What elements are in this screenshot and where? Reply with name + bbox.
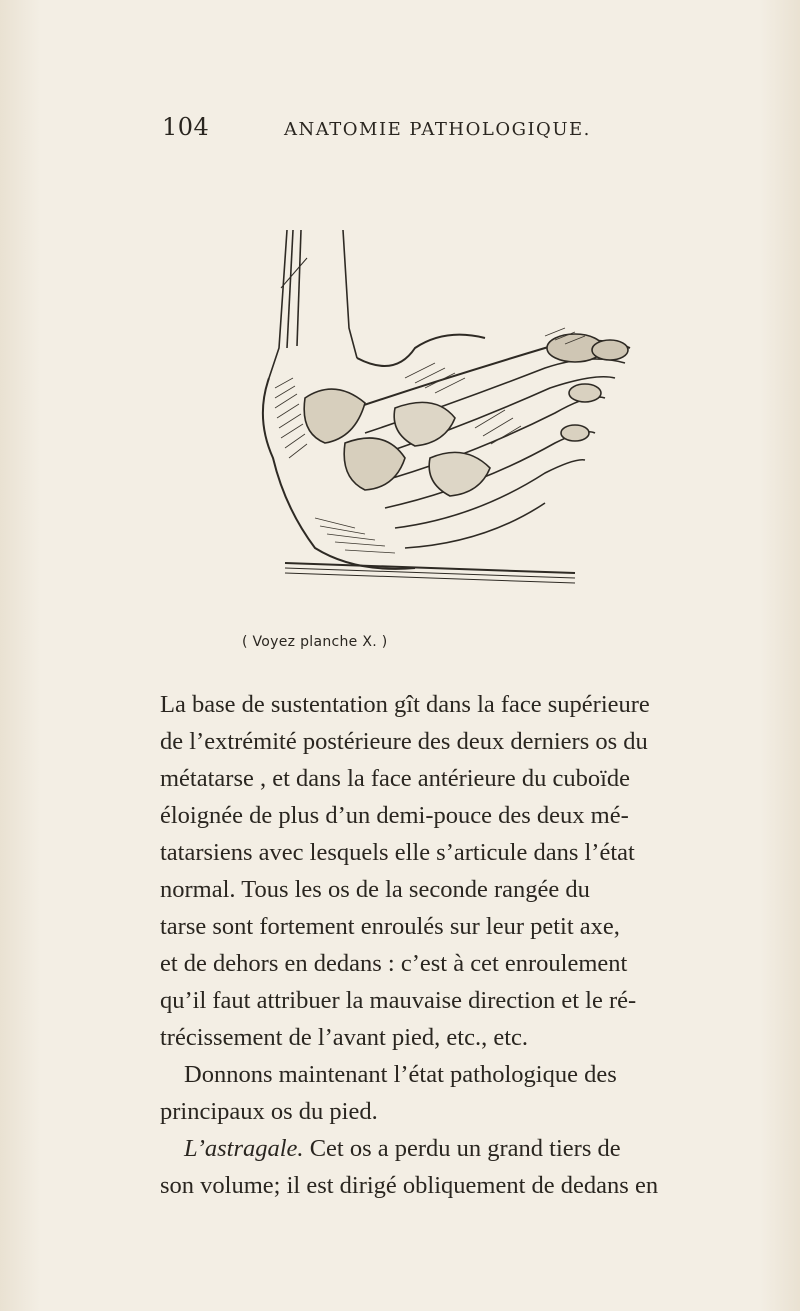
text-line: principaux os du pied. [160,1098,378,1125]
body-text [160,686,712,1204]
text-line: qu’il faut attribuer la mauvaise direction et le ré- [160,987,637,1014]
text-line: éloignée de plus d’un demi-pouce des deux mé- [160,802,629,829]
text-line: de l’extrémité postérieure des deux derniers os du [160,728,648,755]
text-line: tarse sont fortement enroulés sur leur petit axe, [160,913,620,940]
text-line-rest: Cet os a perdu un grand tiers de [303,1135,621,1162]
section-lead: L’astragale. [184,1135,304,1162]
running-head [162,113,642,145]
text-line [160,1130,712,1167]
text-line: tatarsiens avec lesquels elle s’articule dans l’état [160,839,635,866]
text-line: son volume; il est dirigé obliquement de dedans en [160,1172,659,1199]
text-line: métatarse , et dans la face antérieure du cuboïde [160,765,631,792]
text-line: Donnons maintenant l’état pathologique des [184,1061,617,1088]
text-line: La base de sustentation gît dans la face supérieure [160,691,650,718]
clubfoot-engraving [245,228,640,588]
text-line: trécissement de l’avant pied, etc., etc. [160,1024,529,1051]
figure-caption: ( Voyez planche X. ) [242,634,388,650]
anatomical-figure [245,228,640,588]
text-line: et de dehors en dedans : c’est à cet enroulement [160,950,628,977]
running-title: ANATOMIE PATHOLOGIQUE. [284,119,591,140]
page-number: 104 [162,113,210,141]
text-line: normal. Tous les os de la seconde rangée du [160,876,590,903]
